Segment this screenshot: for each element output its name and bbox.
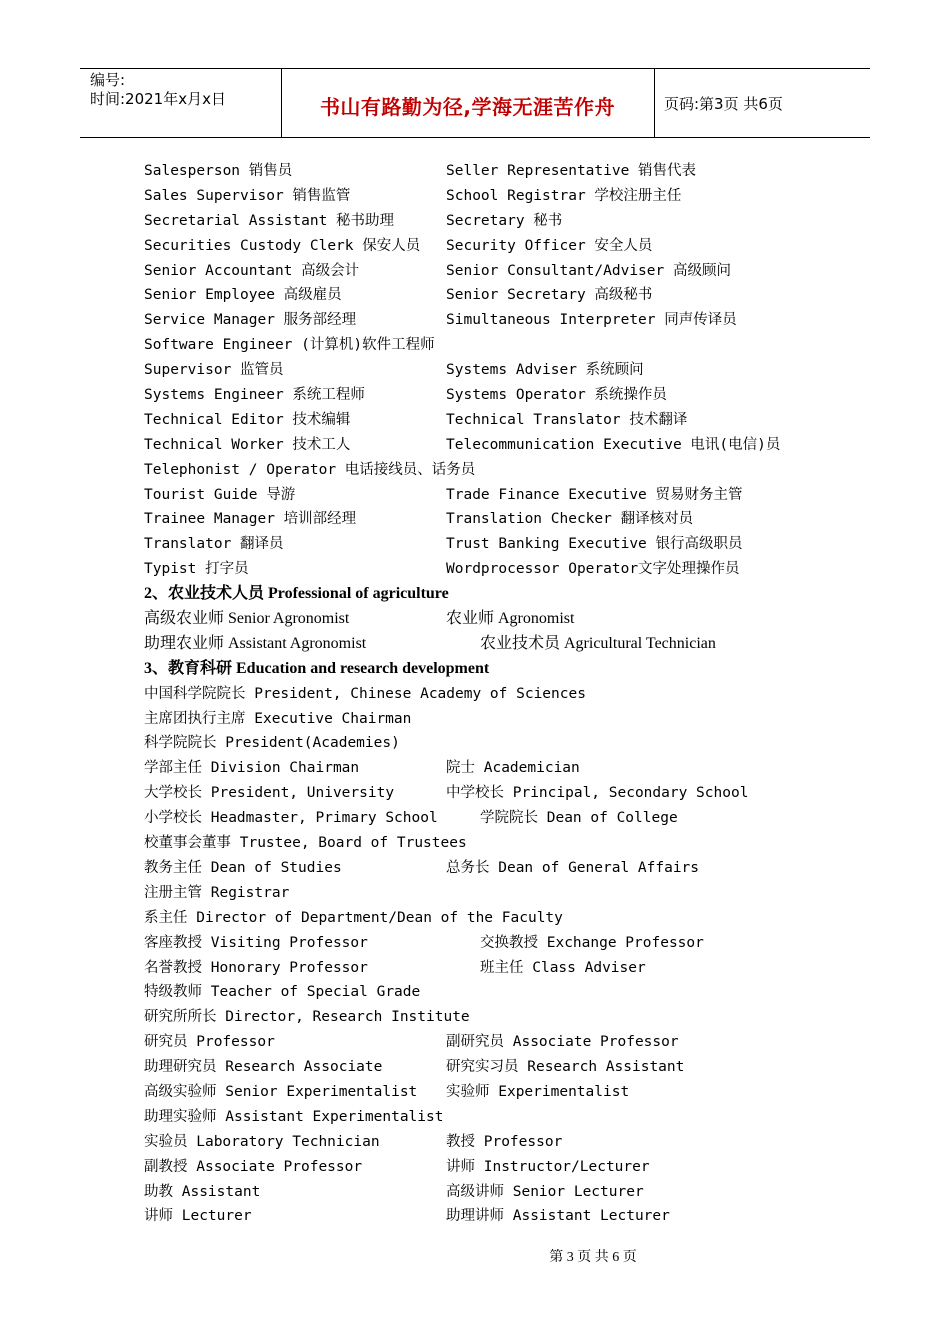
glossary-line xyxy=(144,483,864,508)
header-meta xyxy=(90,71,226,109)
entry-right: 农业技术员 Agricultural Technician xyxy=(480,634,716,652)
glossary-line xyxy=(144,507,864,532)
entry-right: 班主任 Class Adviser xyxy=(480,959,646,976)
entry-right: Trade Finance Executive 贸易财务主管 xyxy=(446,486,743,503)
entry-left: Secretarial Assistant 秘书助理 xyxy=(144,212,395,229)
glossary-line xyxy=(144,756,864,781)
entry-right: 学院院长 Dean of College xyxy=(480,810,678,827)
entry-left: Supervisor 监管员 xyxy=(144,362,284,379)
entry-left: 讲师 Lecturer xyxy=(144,1208,252,1225)
entry-left: Sales Supervisor 销售监管 xyxy=(144,187,351,204)
entry-right: 交换教授 Exchange Professor xyxy=(480,934,704,951)
glossary-line xyxy=(144,806,864,831)
glossary-line xyxy=(144,856,864,881)
entry-right: Technical Translator 技术翻译 xyxy=(446,411,688,428)
glossary-line xyxy=(144,956,864,981)
glossary-line xyxy=(144,1204,864,1229)
entry-right: 教授 Professor xyxy=(446,1133,563,1150)
entry-right: Simultaneous Interpreter 同声传译员 xyxy=(446,312,737,329)
entry-left: Senior Employee 高级雇员 xyxy=(144,287,342,304)
entry-right: 实验师 Experimentalist xyxy=(446,1083,630,1100)
glossary-line xyxy=(144,308,864,333)
entry-left: 系主任 Director of Department/Dean of the Faculty xyxy=(144,909,563,926)
glossary-line xyxy=(144,358,864,383)
entry-left: Tourist Guide 导游 xyxy=(144,486,296,503)
entry-right: Secretary 秘书 xyxy=(446,212,563,229)
glossary-line xyxy=(144,557,864,582)
entry-right: 院士 Academician xyxy=(446,760,580,777)
header-divider xyxy=(654,69,655,137)
glossary-line xyxy=(144,931,864,956)
entry-left: 小学校长 Headmaster, Primary School xyxy=(144,810,438,827)
entry-left: 研究员 Professor xyxy=(144,1034,275,1051)
entry-left: Service Manager 服务部经理 xyxy=(144,312,357,329)
entry-right: Systems Operator 系统操作员 xyxy=(446,387,667,404)
glossary-line xyxy=(144,682,864,707)
glossary-line xyxy=(144,632,864,657)
entry-right: Senior Consultant/Adviser 高级顾问 xyxy=(446,262,731,279)
glossary-line xyxy=(144,333,864,358)
glossary-line xyxy=(144,433,864,458)
glossary-line xyxy=(144,234,864,259)
entry-right: Systems Adviser 系统顾问 xyxy=(446,362,644,379)
entry-left: 实验员 Laboratory Technician xyxy=(144,1133,380,1150)
entry-left: Technical Worker 技术工人 xyxy=(144,436,351,453)
entry-right: School Registrar 学校注册主任 xyxy=(446,187,682,204)
glossary-line xyxy=(144,881,864,906)
entry-right: 副研究员 Associate Professor xyxy=(446,1034,679,1051)
entry-left: 助理研究员 Research Associate xyxy=(144,1059,383,1076)
entry-right: Security Officer 安全人员 xyxy=(446,237,653,254)
entry-left: Trainee Manager 培训部经理 xyxy=(144,511,357,528)
glossary-line xyxy=(144,906,864,931)
entry-right: 中学校长 Principal, Secondary School xyxy=(446,785,749,802)
entry-right: 高级讲师 Senior Lecturer xyxy=(446,1183,644,1200)
glossary-line xyxy=(144,383,864,408)
glossary-line xyxy=(144,1180,864,1205)
page-footer: 第 3 页 共 6 页 xyxy=(549,1250,637,1265)
entry-left: 助教 Assistant xyxy=(144,1183,261,1200)
entry-right: 总务长 Dean of General Affairs xyxy=(446,859,700,876)
header-motto: 书山有路勤为径,学海无涯苦作舟 xyxy=(319,95,616,119)
glossary-line xyxy=(144,1055,864,1080)
entry-left: 助理农业师 Assistant Agronomist xyxy=(144,634,367,652)
entry-right: Translation Checker 翻译核对员 xyxy=(446,511,694,528)
entry-left: Translator 翻译员 xyxy=(144,536,284,553)
entry-left: 学部主任 Division Chairman xyxy=(144,760,360,777)
glossary-line xyxy=(144,458,864,483)
entry-right: 讲师 Instructor/Lecturer xyxy=(446,1158,650,1175)
entry-left: 客座教授 Visiting Professor xyxy=(144,934,368,951)
glossary-line xyxy=(144,283,864,308)
entry-left: 高级实验师 Senior Experimentalist xyxy=(144,1083,418,1100)
entry-left: Telephonist / Operator 电话接线员、话务员 xyxy=(144,461,476,478)
entry-left: 校董事会董事 Trustee, Board of Trustees xyxy=(144,835,467,852)
entry-right: Telecommunication Executive 电讯(电信)员 xyxy=(446,436,781,453)
entry-left: 特级教师 Teacher of Special Grade xyxy=(144,984,421,1001)
glossary-line xyxy=(144,607,864,632)
entry-left: 副教授 Associate Professor xyxy=(144,1158,363,1175)
section-heading xyxy=(144,582,864,607)
entry-left: 教务主任 Dean of Studies xyxy=(144,859,342,876)
entry-left: 主席团执行主席 Executive Chairman xyxy=(144,710,412,727)
entry-left: 名誉教授 Honorary Professor xyxy=(144,959,368,976)
entry-left: 2、农业技术人员 Professional of agriculture xyxy=(144,585,449,603)
entry-right: 助理讲师 Assistant Lecturer xyxy=(446,1208,670,1225)
glossary-line xyxy=(144,1030,864,1055)
section-heading xyxy=(144,657,864,682)
entry-left: Technical Editor 技术编辑 xyxy=(144,411,351,428)
entry-left: Securities Custody Clerk 保安人员 xyxy=(144,237,421,254)
entry-right: 研究实习员 Research Assistant xyxy=(446,1059,685,1076)
entry-left: Software Engineer (计算机)软件工程师 xyxy=(144,337,435,354)
glossary-line xyxy=(144,781,864,806)
entry-right: Trust Banking Executive 银行高级职员 xyxy=(446,536,743,553)
glossary-line xyxy=(144,1155,864,1180)
header-page-label: 页码:第3页 共6页 xyxy=(664,95,783,113)
entry-right: Wordprocessor Operator文字处理操作员 xyxy=(446,561,740,578)
page-header xyxy=(80,68,870,138)
entry-left: 助理实验师 Assistant Experimentalist xyxy=(144,1108,444,1125)
entry-right: Senior Secretary 高级秘书 xyxy=(446,287,653,304)
glossary-line xyxy=(144,731,864,756)
entry-left: Senior Accountant 高级会计 xyxy=(144,262,360,279)
glossary-line xyxy=(144,1130,864,1155)
glossary-line xyxy=(144,184,864,209)
glossary-line xyxy=(144,831,864,856)
entry-left: Salesperson 销售员 xyxy=(144,163,293,179)
glossary-line xyxy=(144,1105,864,1130)
entry-left: 研究所所长 Director, Research Institute xyxy=(144,1009,470,1026)
glossary-line xyxy=(144,707,864,732)
glossary-line xyxy=(144,159,864,184)
entry-left: 大学校长 President, University xyxy=(144,785,395,802)
glossary-line xyxy=(144,209,864,234)
entry-right: 农业师 Agronomist xyxy=(446,610,575,628)
glossary-line xyxy=(144,532,864,557)
glossary-line xyxy=(144,1080,864,1105)
glossary-line xyxy=(144,1005,864,1030)
entry-left: Typist 打字员 xyxy=(144,561,249,578)
glossary-line xyxy=(144,980,864,1005)
entry-left: 高级农业师 Senior Agronomist xyxy=(144,610,350,628)
glossary-line xyxy=(144,259,864,284)
entry-left: 中国科学院院长 President, Chinese Academy of Sciences xyxy=(144,685,586,702)
header-number-label: 编号: xyxy=(90,71,126,89)
entry-right: Seller Representative 销售代表 xyxy=(446,163,697,179)
entry-left: Systems Engineer 系统工程师 xyxy=(144,387,365,404)
glossary-content xyxy=(144,159,864,1229)
header-time-label: 时间:2021年x月x日 xyxy=(90,90,226,108)
entry-left: 科学院院长 President(Academies) xyxy=(144,735,400,752)
glossary-line xyxy=(144,408,864,433)
entry-left: 注册主管 Registrar xyxy=(144,884,290,901)
entry-left: 3、教育科研 Education and research development xyxy=(144,659,490,677)
